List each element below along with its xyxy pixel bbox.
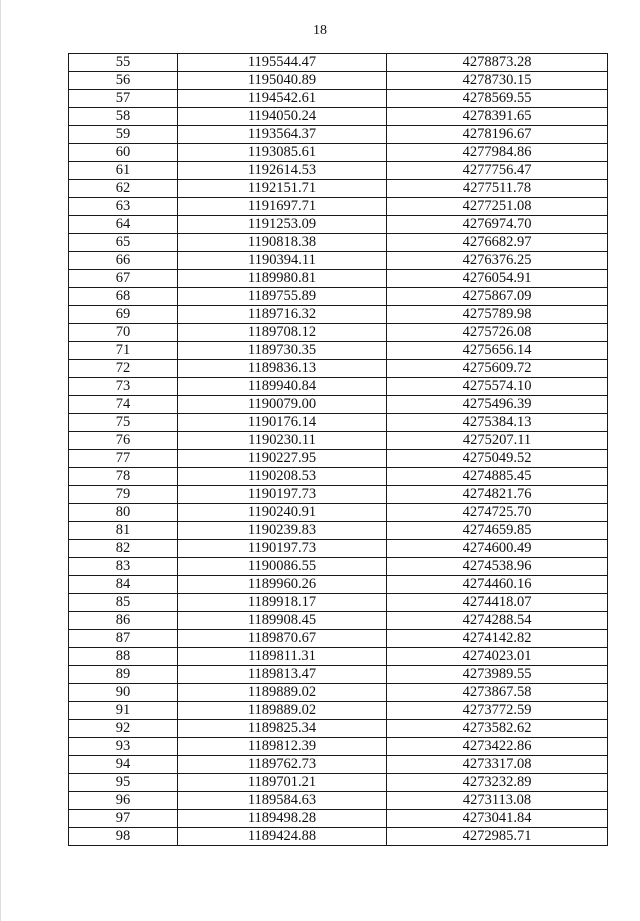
x-coordinate-cell: 1190197.73 bbox=[178, 540, 387, 558]
point-number-cell: 84 bbox=[69, 576, 178, 594]
x-coordinate-cell: 1189908.45 bbox=[178, 612, 387, 630]
table-row bbox=[69, 774, 608, 792]
point-number-cell: 98 bbox=[69, 828, 178, 846]
point-number-cell: 97 bbox=[69, 810, 178, 828]
x-coordinate-cell: 1190239.83 bbox=[178, 522, 387, 540]
table-row bbox=[69, 54, 608, 72]
table-row bbox=[69, 594, 608, 612]
y-coordinate-cell: 4273317.08 bbox=[387, 756, 608, 774]
y-coordinate-cell: 4273582.62 bbox=[387, 720, 608, 738]
table-row bbox=[69, 90, 608, 108]
y-coordinate-cell: 4274460.16 bbox=[387, 576, 608, 594]
x-coordinate-cell: 1189716.32 bbox=[178, 306, 387, 324]
point-number-cell: 66 bbox=[69, 252, 178, 270]
table-body bbox=[69, 54, 608, 846]
table-row bbox=[69, 720, 608, 738]
point-number-cell: 75 bbox=[69, 414, 178, 432]
table-row bbox=[69, 198, 608, 216]
table-row bbox=[69, 342, 608, 360]
y-coordinate-cell: 4273867.58 bbox=[387, 684, 608, 702]
x-coordinate-cell: 1195040.89 bbox=[178, 72, 387, 90]
y-coordinate-cell: 4274600.49 bbox=[387, 540, 608, 558]
x-coordinate-cell: 1189812.39 bbox=[178, 738, 387, 756]
table-row bbox=[69, 216, 608, 234]
point-number-cell: 70 bbox=[69, 324, 178, 342]
table-row bbox=[69, 108, 608, 126]
y-coordinate-cell: 4278569.55 bbox=[387, 90, 608, 108]
y-coordinate-cell: 4277511.78 bbox=[387, 180, 608, 198]
point-number-cell: 73 bbox=[69, 378, 178, 396]
y-coordinate-cell: 4276054.91 bbox=[387, 270, 608, 288]
x-coordinate-cell: 1190230.11 bbox=[178, 432, 387, 450]
x-coordinate-cell: 1189813.47 bbox=[178, 666, 387, 684]
point-number-cell: 86 bbox=[69, 612, 178, 630]
point-number-cell: 94 bbox=[69, 756, 178, 774]
table-row bbox=[69, 252, 608, 270]
y-coordinate-cell: 4275207.11 bbox=[387, 432, 608, 450]
coordinates-table bbox=[68, 53, 608, 846]
y-coordinate-cell: 4275609.72 bbox=[387, 360, 608, 378]
table-row bbox=[69, 144, 608, 162]
y-coordinate-cell: 4278391.65 bbox=[387, 108, 608, 126]
x-coordinate-cell: 1189836.13 bbox=[178, 360, 387, 378]
table-row bbox=[69, 486, 608, 504]
table-row bbox=[69, 684, 608, 702]
table-row bbox=[69, 360, 608, 378]
point-number-cell: 61 bbox=[69, 162, 178, 180]
point-number-cell: 87 bbox=[69, 630, 178, 648]
point-number-cell: 65 bbox=[69, 234, 178, 252]
y-coordinate-cell: 4275867.09 bbox=[387, 288, 608, 306]
point-number-cell: 58 bbox=[69, 108, 178, 126]
y-coordinate-cell: 4275656.14 bbox=[387, 342, 608, 360]
point-number-cell: 64 bbox=[69, 216, 178, 234]
x-coordinate-cell: 1189889.02 bbox=[178, 702, 387, 720]
x-coordinate-cell: 1190197.73 bbox=[178, 486, 387, 504]
y-coordinate-cell: 4277984.86 bbox=[387, 144, 608, 162]
table-row bbox=[69, 738, 608, 756]
point-number-cell: 90 bbox=[69, 684, 178, 702]
coordinates-table-container bbox=[68, 53, 607, 846]
point-number-cell: 80 bbox=[69, 504, 178, 522]
x-coordinate-cell: 1190176.14 bbox=[178, 414, 387, 432]
table-row bbox=[69, 810, 608, 828]
x-coordinate-cell: 1190240.91 bbox=[178, 504, 387, 522]
point-number-cell: 85 bbox=[69, 594, 178, 612]
table-row bbox=[69, 234, 608, 252]
point-number-cell: 55 bbox=[69, 54, 178, 72]
x-coordinate-cell: 1190079.00 bbox=[178, 396, 387, 414]
table-row bbox=[69, 522, 608, 540]
table-row bbox=[69, 180, 608, 198]
x-coordinate-cell: 1189960.26 bbox=[178, 576, 387, 594]
y-coordinate-cell: 4273113.08 bbox=[387, 792, 608, 810]
table-row bbox=[69, 666, 608, 684]
point-number-cell: 72 bbox=[69, 360, 178, 378]
y-coordinate-cell: 4273232.89 bbox=[387, 774, 608, 792]
point-number-cell: 56 bbox=[69, 72, 178, 90]
y-coordinate-cell: 4273041.84 bbox=[387, 810, 608, 828]
x-coordinate-cell: 1189918.17 bbox=[178, 594, 387, 612]
x-coordinate-cell: 1189811.31 bbox=[178, 648, 387, 666]
table-row bbox=[69, 630, 608, 648]
y-coordinate-cell: 4278730.15 bbox=[387, 72, 608, 90]
y-coordinate-cell: 4274821.76 bbox=[387, 486, 608, 504]
y-coordinate-cell: 4277756.47 bbox=[387, 162, 608, 180]
table-row bbox=[69, 702, 608, 720]
point-number-cell: 59 bbox=[69, 126, 178, 144]
x-coordinate-cell: 1189825.34 bbox=[178, 720, 387, 738]
table-row bbox=[69, 306, 608, 324]
point-number-cell: 83 bbox=[69, 558, 178, 576]
x-coordinate-cell: 1190086.55 bbox=[178, 558, 387, 576]
y-coordinate-cell: 4277251.08 bbox=[387, 198, 608, 216]
table-row bbox=[69, 756, 608, 774]
y-coordinate-cell: 4274142.82 bbox=[387, 630, 608, 648]
table-row bbox=[69, 432, 608, 450]
x-coordinate-cell: 1192151.71 bbox=[178, 180, 387, 198]
table-row bbox=[69, 414, 608, 432]
point-number-cell: 81 bbox=[69, 522, 178, 540]
point-number-cell: 76 bbox=[69, 432, 178, 450]
y-coordinate-cell: 4272985.71 bbox=[387, 828, 608, 846]
x-coordinate-cell: 1189870.67 bbox=[178, 630, 387, 648]
table-row bbox=[69, 378, 608, 396]
x-coordinate-cell: 1194050.24 bbox=[178, 108, 387, 126]
point-number-cell: 95 bbox=[69, 774, 178, 792]
table-row bbox=[69, 162, 608, 180]
x-coordinate-cell: 1191697.71 bbox=[178, 198, 387, 216]
point-number-cell: 77 bbox=[69, 450, 178, 468]
y-coordinate-cell: 4275049.52 bbox=[387, 450, 608, 468]
table-row bbox=[69, 270, 608, 288]
x-coordinate-cell: 1190208.53 bbox=[178, 468, 387, 486]
x-coordinate-cell: 1189755.89 bbox=[178, 288, 387, 306]
table-row bbox=[69, 504, 608, 522]
y-coordinate-cell: 4274659.85 bbox=[387, 522, 608, 540]
y-coordinate-cell: 4276682.97 bbox=[387, 234, 608, 252]
point-number-cell: 96 bbox=[69, 792, 178, 810]
scan-edge bbox=[0, 0, 1, 921]
table-row bbox=[69, 468, 608, 486]
point-number-cell: 91 bbox=[69, 702, 178, 720]
x-coordinate-cell: 1189584.63 bbox=[178, 792, 387, 810]
y-coordinate-cell: 4274418.07 bbox=[387, 594, 608, 612]
x-coordinate-cell: 1192614.53 bbox=[178, 162, 387, 180]
point-number-cell: 89 bbox=[69, 666, 178, 684]
y-coordinate-cell: 4274725.70 bbox=[387, 504, 608, 522]
x-coordinate-cell: 1189730.35 bbox=[178, 342, 387, 360]
x-coordinate-cell: 1193085.61 bbox=[178, 144, 387, 162]
table-row bbox=[69, 72, 608, 90]
point-number-cell: 71 bbox=[69, 342, 178, 360]
x-coordinate-cell: 1191253.09 bbox=[178, 216, 387, 234]
x-coordinate-cell: 1194542.61 bbox=[178, 90, 387, 108]
x-coordinate-cell: 1189708.12 bbox=[178, 324, 387, 342]
y-coordinate-cell: 4274023.01 bbox=[387, 648, 608, 666]
y-coordinate-cell: 4278873.28 bbox=[387, 54, 608, 72]
point-number-cell: 60 bbox=[69, 144, 178, 162]
x-coordinate-cell: 1193564.37 bbox=[178, 126, 387, 144]
table-row bbox=[69, 324, 608, 342]
table-row bbox=[69, 126, 608, 144]
x-coordinate-cell: 1189980.81 bbox=[178, 270, 387, 288]
y-coordinate-cell: 4273422.86 bbox=[387, 738, 608, 756]
point-number-cell: 92 bbox=[69, 720, 178, 738]
table-row bbox=[69, 540, 608, 558]
y-coordinate-cell: 4275726.08 bbox=[387, 324, 608, 342]
y-coordinate-cell: 4273772.59 bbox=[387, 702, 608, 720]
y-coordinate-cell: 4275496.39 bbox=[387, 396, 608, 414]
x-coordinate-cell: 1189701.21 bbox=[178, 774, 387, 792]
x-coordinate-cell: 1195544.47 bbox=[178, 54, 387, 72]
point-number-cell: 93 bbox=[69, 738, 178, 756]
point-number-cell: 62 bbox=[69, 180, 178, 198]
x-coordinate-cell: 1189940.84 bbox=[178, 378, 387, 396]
table-row bbox=[69, 558, 608, 576]
table-row bbox=[69, 648, 608, 666]
point-number-cell: 57 bbox=[69, 90, 178, 108]
point-number-cell: 67 bbox=[69, 270, 178, 288]
x-coordinate-cell: 1190818.38 bbox=[178, 234, 387, 252]
y-coordinate-cell: 4274538.96 bbox=[387, 558, 608, 576]
x-coordinate-cell: 1189762.73 bbox=[178, 756, 387, 774]
table-row bbox=[69, 828, 608, 846]
point-number-cell: 78 bbox=[69, 468, 178, 486]
page-number: 18 bbox=[313, 23, 327, 38]
table-row bbox=[69, 576, 608, 594]
point-number-cell: 68 bbox=[69, 288, 178, 306]
point-number-cell: 74 bbox=[69, 396, 178, 414]
y-coordinate-cell: 4278196.67 bbox=[387, 126, 608, 144]
table-row bbox=[69, 288, 608, 306]
table-row bbox=[69, 396, 608, 414]
x-coordinate-cell: 1189498.28 bbox=[178, 810, 387, 828]
table-row bbox=[69, 450, 608, 468]
x-coordinate-cell: 1189424.88 bbox=[178, 828, 387, 846]
y-coordinate-cell: 4276974.70 bbox=[387, 216, 608, 234]
point-number-cell: 82 bbox=[69, 540, 178, 558]
y-coordinate-cell: 4276376.25 bbox=[387, 252, 608, 270]
y-coordinate-cell: 4274288.54 bbox=[387, 612, 608, 630]
table-row bbox=[69, 792, 608, 810]
point-number-cell: 79 bbox=[69, 486, 178, 504]
point-number-cell: 69 bbox=[69, 306, 178, 324]
y-coordinate-cell: 4275384.13 bbox=[387, 414, 608, 432]
table-row bbox=[69, 612, 608, 630]
x-coordinate-cell: 1190394.11 bbox=[178, 252, 387, 270]
y-coordinate-cell: 4274885.45 bbox=[387, 468, 608, 486]
point-number-cell: 88 bbox=[69, 648, 178, 666]
y-coordinate-cell: 4275789.98 bbox=[387, 306, 608, 324]
y-coordinate-cell: 4273989.55 bbox=[387, 666, 608, 684]
x-coordinate-cell: 1190227.95 bbox=[178, 450, 387, 468]
point-number-cell: 63 bbox=[69, 198, 178, 216]
x-coordinate-cell: 1189889.02 bbox=[178, 684, 387, 702]
y-coordinate-cell: 4275574.10 bbox=[387, 378, 608, 396]
